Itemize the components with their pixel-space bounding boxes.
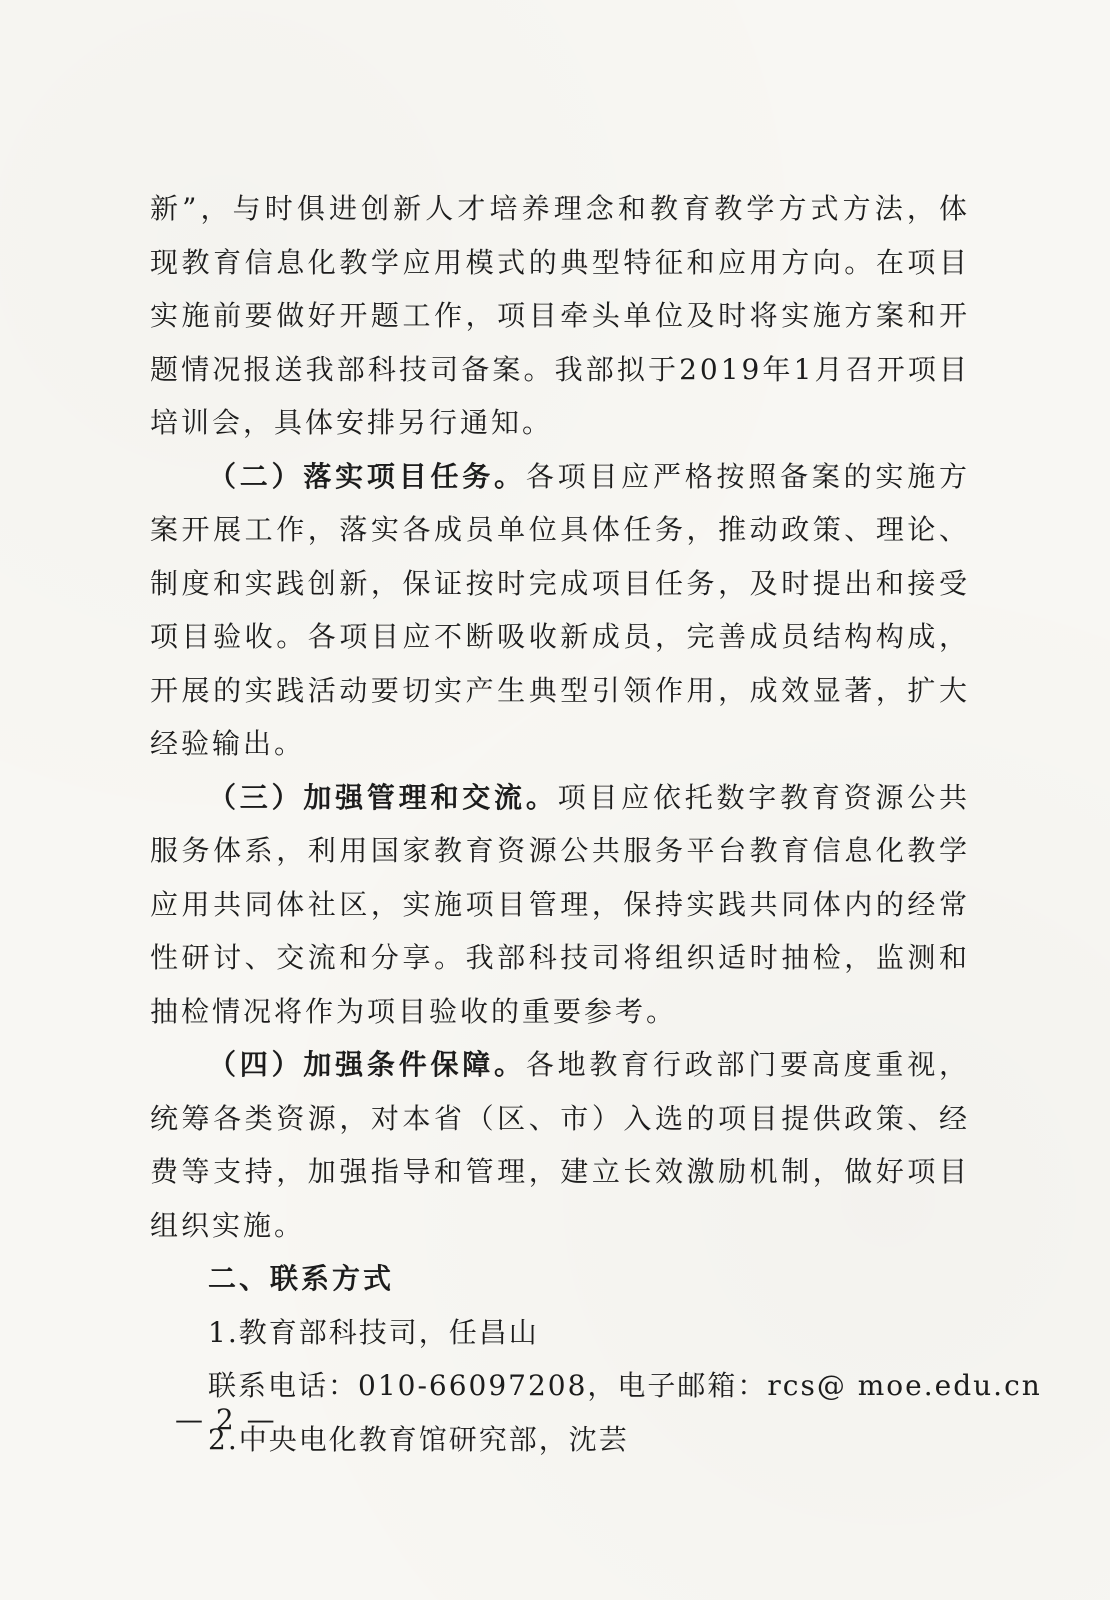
section-heading-2: （二）落实项目任务。 [208,459,526,493]
paragraph-1: 新”，与时俱进创新人才培养理念和教育教学方式方法，体现教育信息化教学应用模式的典型特征和应用方向。在项目实施前要做好开题工作，项目牵头单位及时将实施方案和开题情况报送我部科技司备案。我部拟于2019年1月召开项目培训会，具体安排另行通知。 [150,192,970,439]
section-body-2: 各项目应严格按照备案的实施方案开展工作，落实各成员单位具体任务，推动政策、理论、制度和实践创新，保证按时完成项目任务，及时提出和接受项目验收。各项目应不断吸收新成员，完善成员结构构成，开展的实践活动要切实产生典型引领作用，成效显著，扩大经验输出。 [150,459,970,760]
section-body-3: 项目应依托数字教育资源公共服务体系，利用国家教育资源公共服务平台教育信息化教学应用共同体社区，实施项目管理，保持实践共同体内的经常性研讨、交流和分享。我部科技司将组织适时抽检，监测和抽检情况将作为项目验收的重要参考。 [150,780,970,1028]
contact-item-1: 1.教育部科技司，任昌山 [208,1315,539,1349]
document-body [150,182,1042,1466]
contact-item-2: 2.中央电化教育馆研究部，沈芸 [208,1422,629,1456]
contact-heading: 二、联系方式 [208,1262,395,1295]
contact-item-1-phone: 联系电话：010-66097208，电子邮箱：rcs@ moe.edu.cn [208,1369,1042,1402]
paragraph-2 [150,450,970,771]
section-heading-3: （三）加强管理和交流。 [208,780,558,814]
page-number: — 2 — [175,1403,277,1436]
section-heading-4: （四）加强条件保障。 [208,1048,526,1081]
section-body-4: 各地教育行政部门要高度重视，统筹各类资源，对本省（区、市）入选的项目提供政策、经费等支持，加强指导和管理，建立长效激励机制，做好项目组织实施。 [150,1048,970,1242]
paragraph-4 [150,1038,970,1252]
paragraph-3 [150,771,970,1039]
